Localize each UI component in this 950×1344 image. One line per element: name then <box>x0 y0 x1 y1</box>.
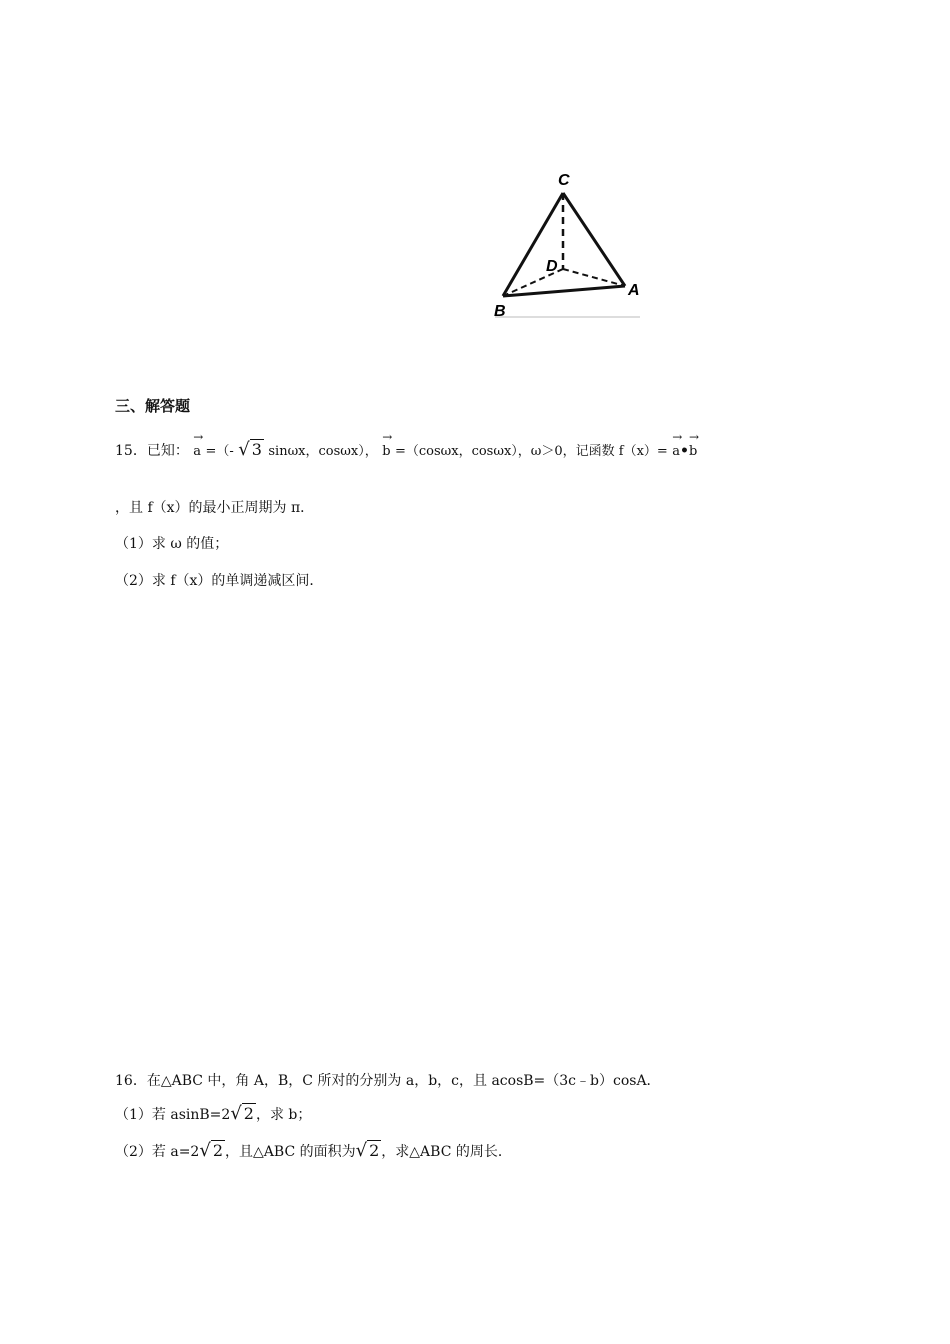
section-title: 三、解答题 <box>115 397 191 415</box>
sqrt-2-a-radicand: 2 <box>212 1141 224 1160</box>
edge-CB <box>503 193 563 296</box>
sqrt-3: √ 3 <box>238 439 262 460</box>
q16-part2-mid: ，且△ABC 的面积为 <box>225 1144 356 1160</box>
q15-line1 <box>115 438 697 460</box>
q16-part1-suffix: ，求 b； <box>255 1107 312 1123</box>
sqrt-2-a: √ 2 <box>199 1140 224 1161</box>
dot-vector-b: → b <box>689 438 697 459</box>
q16-part2 <box>115 1140 512 1161</box>
q16-line1: 16．在△ABC 中，角 A，B，C 所对的分别为 a，b，c，且 acosB=（3c﹣b）cosA． <box>115 1073 661 1089</box>
dot-operator: • <box>680 443 689 459</box>
edge-CA <box>563 193 625 286</box>
vector-b: → b <box>382 438 390 459</box>
q16-part1 <box>115 1103 311 1124</box>
label-B: B <box>494 303 506 320</box>
label-A: A <box>628 282 640 299</box>
q15-eq1: =（- <box>205 444 234 459</box>
sqrt-2-area: √ 2 <box>355 1140 380 1161</box>
sqrt-2-area-radicand: 2 <box>369 1141 380 1160</box>
sqrt-2: √ 2 <box>230 1103 254 1124</box>
sqrt-3-radicand: 3 <box>251 440 262 459</box>
q15-b-components: =（cosωx，cosωx），ω＞0，记函数 f（x）= <box>394 444 668 459</box>
tetrahedron-figure <box>490 165 650 325</box>
q15-a-components: sinωx，cosωx）， <box>268 444 378 459</box>
q15-part2: （2）求 f（x）的单调递减区间． <box>115 573 324 589</box>
q16-part1-prefix: （1）若 asinB=2 <box>115 1107 231 1123</box>
q15-prefix: 15．已知： <box>115 443 189 459</box>
q16-part2-suffix: ，求△ABC 的周长． <box>381 1144 512 1160</box>
q16-part2-prefix: （2）若 a=2 <box>115 1144 200 1160</box>
vector-a: → a <box>193 438 201 459</box>
q15-part1: （1）求 ω 的值； <box>115 536 229 552</box>
q15-line2: ，且 f（x）的最小正周期为 π． <box>115 500 315 516</box>
dot-vector-a: → a <box>672 438 680 459</box>
label-C: C <box>558 172 570 189</box>
label-D: D <box>546 258 558 275</box>
sqrt-2-radicand: 2 <box>243 1104 254 1123</box>
